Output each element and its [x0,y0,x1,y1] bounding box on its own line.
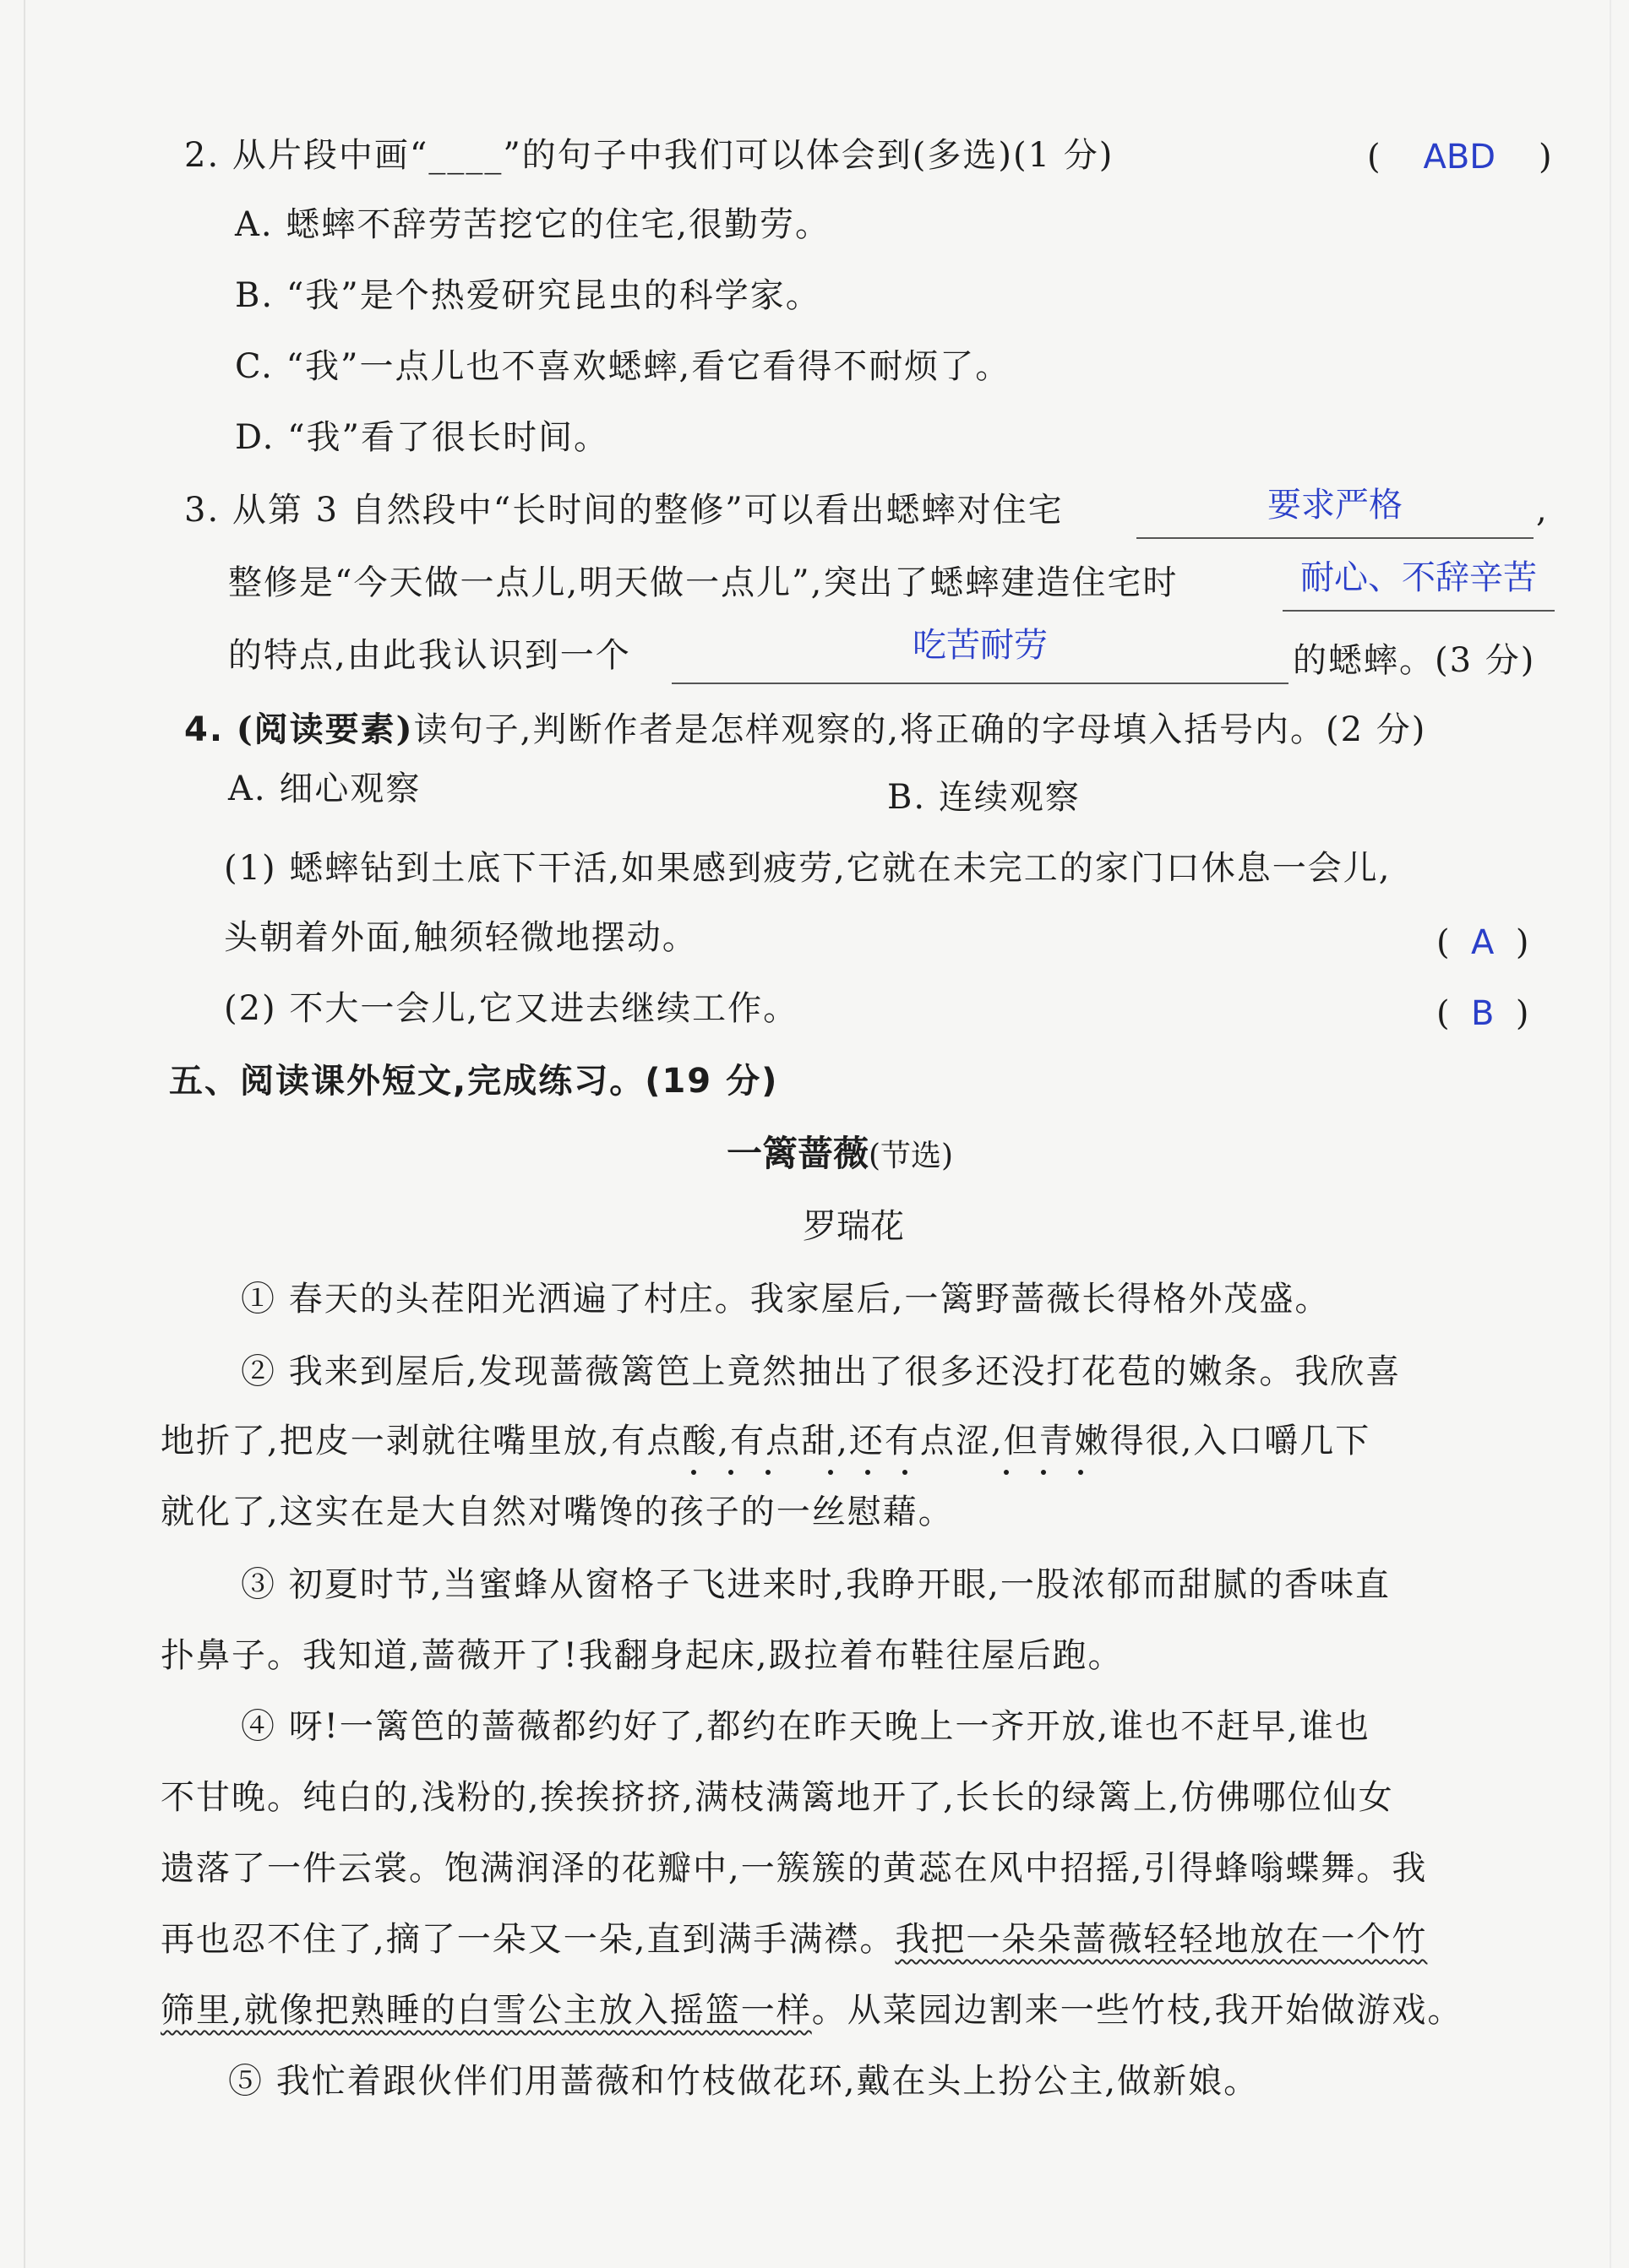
passage-line-11-rest: 。从菜园边割来一些竹枝,我开始做游戏。 [811,1991,1463,2030]
passage-line-7: ④ 呀!一篱笆的蔷薇都约好了,都约在昨天晚上一齐开放,谁也不赶早,谁也 [241,1707,1370,1746]
q4-tag: (阅读要素) [236,710,414,749]
passage-line-2: ② 我来到屋后,发现蔷薇篱笆上竟然抽出了很多还没打花苞的嫩条。我欣喜 [241,1352,1402,1391]
page-edge-right [1610,0,1611,2268]
q4-item2-answer: B [1471,994,1495,1033]
emphasis-dot [691,1470,696,1475]
emphasis-dot [828,1470,833,1475]
q2-answer-bracket: ( ABD ) [1367,138,1552,177]
q3-line1-end: , [1536,491,1549,530]
page-edge [24,0,25,2268]
q3-blank3 [672,683,1288,684]
q2-option-c: C. “我”一点儿也不喜欢蟋蟀,看它看得不耐烦了。 [235,347,1011,386]
emphasis-dot [1078,1470,1083,1475]
q4-item1-line1: (1) 蟋蟀钻到土底下干活,如果感到疲劳,它就在未完工的家门口休息一会儿, [224,849,1392,888]
q3-blank2 [1283,610,1555,612]
wavy-sentence-part1: 我把一朵朵蔷薇轻轻地放在一个竹 [895,1920,1428,1959]
q2-stem: 2. 从片段中画“____”的句子中我们可以体会到(多选)(1 分) [184,136,1114,175]
emphasis-dot [728,1470,733,1475]
passage-line-4: 就化了,这实在是大自然对嘴馋的孩子的一丝慰藉。 [161,1493,954,1531]
emphasis-dot [865,1470,870,1475]
passage-line-9: 遗落了一件云裳。饱满润泽的花瓣中,一簇簇的黄蕊在风中招摇,引得蜂嗡蝶舞。我 [161,1849,1428,1888]
emphasis-dot [902,1470,907,1475]
passage-line-11 [161,1988,1463,2032]
wavy-sentence-part2: 筛里,就像把熟睡的白雪公主放入摇篮一样 [161,1991,812,2030]
passage-line-6: 扑鼻子。我知道,蔷薇开了!我翻身起床,趿拉着布鞋往屋后跑。 [161,1636,1124,1675]
q3-blank1 [1136,537,1534,539]
q4-option-a: A. 细心观察 [228,770,422,808]
q3-fill2: 耐心、不辞辛苦 [1300,558,1537,597]
q4-item1-bracket: ( A ) [1436,923,1529,962]
q3-line1: 3. 从第 3 自然段中“长时间的整修”可以看出蟋蟀对住宅 [184,491,1064,530]
q3-line3-end: 的蟋蟀。(3 分) [1293,641,1536,680]
passage-title-line [727,1130,953,1180]
passage-title: 一篱蔷薇 [727,1133,869,1174]
emphasis-dot [1004,1470,1009,1475]
passage-line-1: ① 春天的头茬阳光洒遍了村庄。我家屋后,一篱野蔷薇长得格外茂盛。 [241,1280,1331,1319]
passage-line-12: ⑤ 我忙着跟伙伴们用蔷薇和竹枝做花环,戴在头上扮公主,做新娘。 [228,2062,1260,2101]
passage-line-8: 不甘晚。纯白的,浅粉的,挨挨挤挤,满枝满篱地开了,长长的绿篱上,仿佛哪位仙女 [161,1778,1394,1817]
passage-line-10 [161,1917,1427,1961]
q4-number: 4. [184,710,225,749]
passage-title-note: (节选) [869,1139,954,1173]
q4-stem: 读句子,判断作者是怎样观察的,将正确的字母填入括号内。(2 分) [413,710,1427,749]
q4-item1-answer: A [1471,923,1495,962]
q3-line3-start: 的特点,由此我认识到一个 [228,636,631,675]
passage-line-10-text: 再也忍不住了,摘了一朵又一朵,直到满手满襟。 [161,1920,896,1959]
q4-item1-line2: 头朝着外面,触须轻微地摆动。 [224,918,698,957]
emphasis-dot [1041,1470,1046,1475]
passage-line-5: ③ 初夏时节,当蜜蜂从窗格子飞进来时,我睁开眼,一股浓郁而甜腻的香味直 [241,1565,1391,1604]
q2-answer: ABD [1423,138,1496,177]
q4-option-b: B. 连续观察 [887,778,1081,817]
passage-line-3: 地折了,把皮一剥就往嘴里放,有点酸,有点甜,还有点涩,但青嫩得很,入口嚼几下 [161,1422,1371,1460]
emphasis-dot [765,1470,771,1475]
q4-stem-line [184,708,1426,752]
q4-item2-bracket: ( B ) [1436,994,1529,1033]
q3-fill3: 吃苦耐劳 [913,626,1048,665]
q2-option-d: D. “我”看了很长时间。 [235,418,609,457]
q2-option-a: A. 蟋蟀不辞劳苦挖它的住宅,很勤劳。 [235,205,831,244]
q3-fill1: 要求严格 [1267,486,1403,525]
q2-option-b: B. “我”是个热爱研究昆虫的科学家。 [235,276,821,315]
passage-author: 罗瑞花 [803,1207,904,1246]
section5-heading: 五、阅读课外短文,完成练习。(19 分) [169,1062,779,1101]
q3-line2: 整修是“今天做一点儿,明天做一点儿”,突出了蟋蟀建造住宅时 [228,563,1179,602]
q4-item2: (2) 不大一会儿,它又进去继续工作。 [224,989,799,1028]
